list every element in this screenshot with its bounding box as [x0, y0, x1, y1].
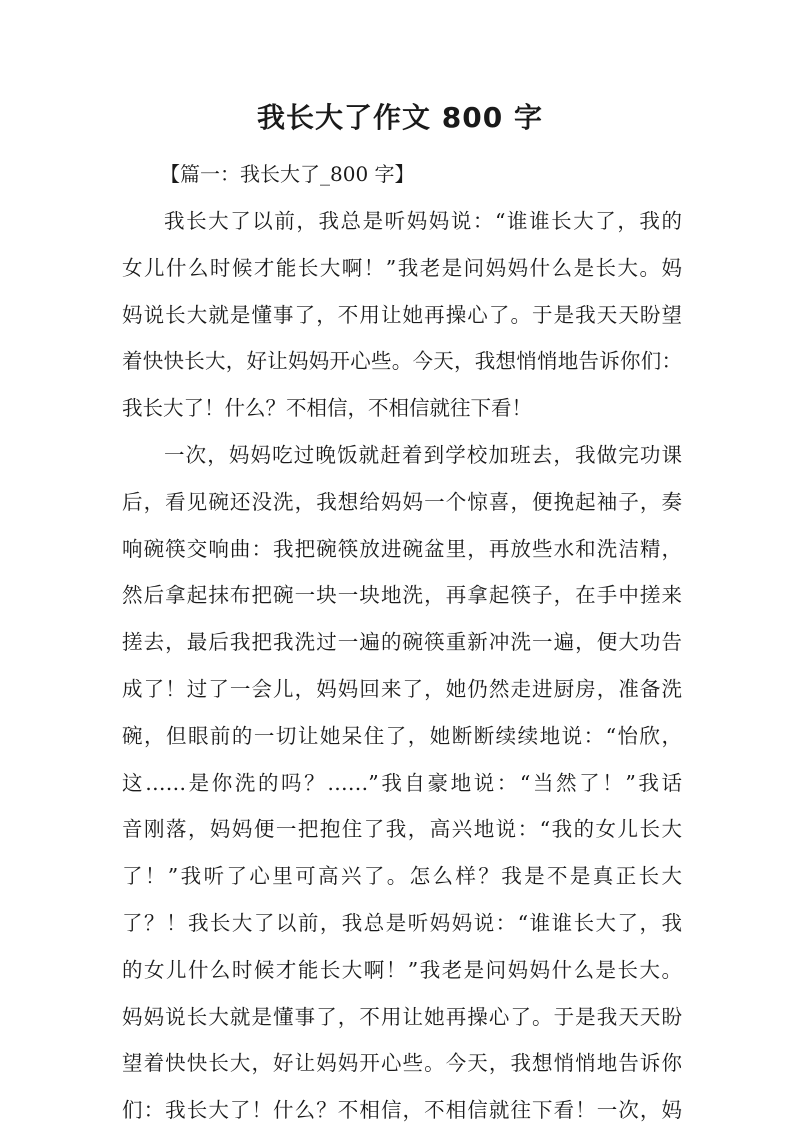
paragraph-2-line-15: 们：我长大了！什么？不相信，不相信就往下看！一次，妈 [122, 1098, 682, 1123]
paragraph-2-line-10: 了！”我听了心里可高兴了。怎么样？我是不是真正长大 [122, 864, 682, 889]
paragraph-2-line-13: 妈妈说长大就是懂事了，不用让她再操心了。于是我天天盼 [122, 1004, 682, 1029]
paragraph-2-line-2: 后，看见碗还没洗，我想给妈妈一个惊喜，便挽起袖子，奏 [122, 489, 682, 514]
paragraph-1-line-2: 女儿什么时候才能长大啊！”我老是问妈妈什么是长大。妈 [122, 255, 682, 280]
section-heading: 【篇一：我长大了_800 字】 [160, 162, 415, 186]
paragraph-2-line-1: 一次，妈妈吃过晚饭就赶着到学校加班去，我做完功课 [164, 442, 682, 467]
paragraph-1-line-3: 妈说长大就是懂事了，不用让她再操心了。于是我天天盼望 [122, 302, 682, 327]
paragraph-2-line-14: 望着快快长大，好让妈妈开心些。今天，我想悄悄地告诉你 [122, 1051, 682, 1076]
paragraph-2-line-3: 响碗筷交响曲：我把碗筷放进碗盆里，再放些水和洗洁精， [122, 536, 682, 561]
paragraph-2-line-9: 音刚落，妈妈便一把抱住了我，高兴地说：“我的女儿长大 [122, 817, 682, 842]
document-title: 我长大了作文 800 字 [257, 101, 543, 134]
paragraph-2-line-5: 搓去，最后我把我洗过一遍的碗筷重新冲洗一遍，便大功告 [122, 630, 682, 655]
paragraph-1-line-4: 着快快长大，好让妈妈开心些。今天，我想悄悄地告诉你们： [122, 349, 682, 374]
paragraph-2-line-11: 了？！我长大了以前，我总是听妈妈说：“谁谁长大了，我 [122, 910, 682, 935]
paragraph-2-line-8: 这……是你洗的吗？……”我自豪地说：“当然了！”我话 [122, 770, 682, 795]
paragraph-2-line-4: 然后拿起抹布把碗一块一块地洗，再拿起筷子，在手中搓来 [122, 583, 682, 608]
paragraph-1-line-5: 我长大了！什么？不相信，不相信就往下看！ [122, 396, 532, 421]
paragraph-2-line-7: 碗，但眼前的一切让她呆住了，她断断续续地说：“怡欣， [122, 723, 682, 748]
essay-body [122, 198, 682, 1134]
paragraph-1-line-1: 我长大了以前，我总是听妈妈说：“谁谁长大了，我的 [164, 209, 682, 233]
paragraph-2-line-12: 的女儿什么时候才能长大啊！”我老是问妈妈什么是长大。 [122, 957, 682, 982]
paragraph-2-line-6: 成了！过了一会儿，妈妈回来了，她仍然走进厨房，准备洗 [122, 676, 682, 701]
